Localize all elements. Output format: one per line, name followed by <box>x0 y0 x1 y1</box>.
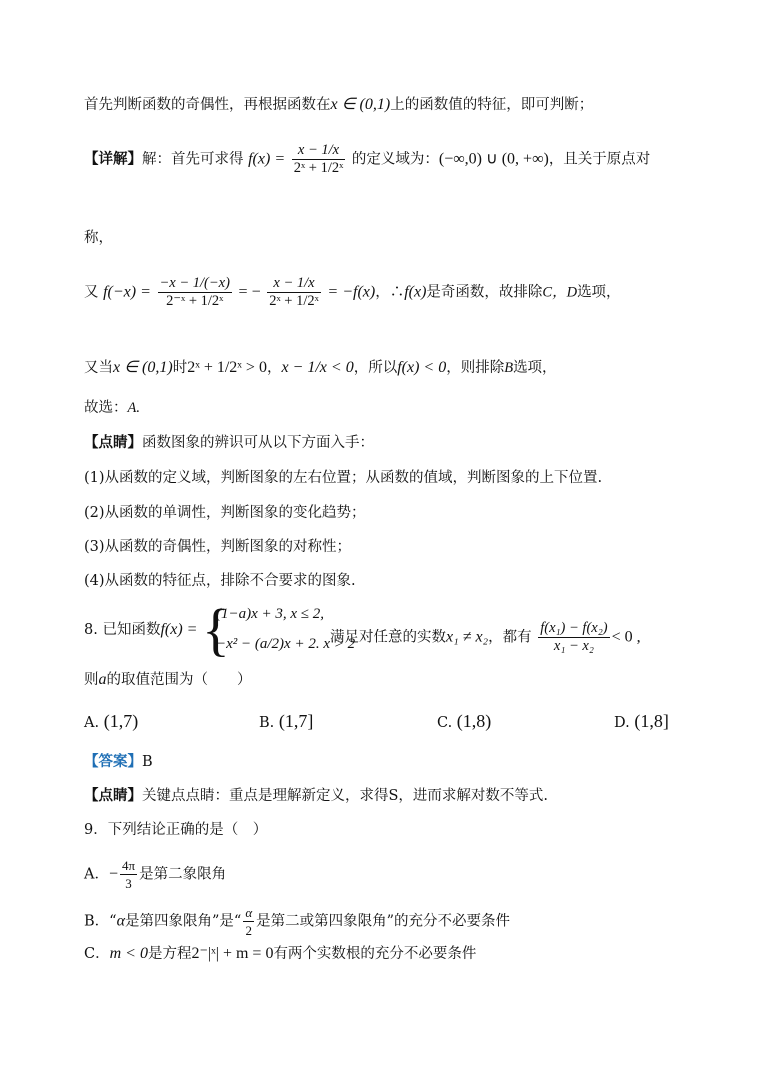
parity-line <box>84 275 621 310</box>
sign-line <box>84 358 557 378</box>
tip-item: (1)从函数的定义域，判断图象的左右位置；从函数的值域，判断图象的上下位置. <box>84 470 603 486</box>
intro-line <box>84 95 593 115</box>
answer-label: 【答案】 <box>84 753 142 770</box>
q9-a-num: 4π <box>122 858 136 873</box>
tip-item: (2)从函数的单调性，判断图象的变化趋势； <box>84 505 366 521</box>
q9-b-text-c: 是第二或第四象限角”的充分不必要条件 <box>256 913 511 930</box>
sign-cond: x ∈ (0,1) <box>113 359 173 376</box>
option-label: C. <box>437 715 453 731</box>
q8-option-a[interactable] <box>84 709 138 735</box>
parity-den-1: 2⁻ˣ + 1/2ˣ <box>166 293 224 309</box>
q9-a-text: 是第二象限角 <box>139 866 227 883</box>
x-interval: x ∈ (0,1) <box>330 96 391 113</box>
parity-fx: f(x) <box>404 283 427 301</box>
sign-sep: ， <box>266 360 282 376</box>
q8-fraction <box>538 620 609 655</box>
parity-den-2: 2ˣ + 1/2ˣ <box>269 293 319 309</box>
parity-num-2: x − 1/x <box>267 275 321 293</box>
q9-option-b[interactable] <box>84 904 510 939</box>
parity-eq-2: = − <box>238 283 261 301</box>
fx-definition: f(x) = <box>248 150 286 168</box>
q8-fx: f(x) = <box>160 621 198 638</box>
q9-a-den: 3 <box>125 876 132 891</box>
parity-cd: C，D <box>542 284 578 301</box>
q8-tip-line <box>84 786 548 806</box>
q9-b-text-b: 是第四象限角”是“ <box>124 913 242 930</box>
parity-text-b: ，∴ <box>375 284 405 301</box>
option-label: C． <box>84 946 110 962</box>
answer-value: B <box>142 754 153 770</box>
parity-num-1: −x − 1/(−x) <box>159 275 230 291</box>
detail-line-2 <box>84 228 113 248</box>
q8-case-2: −x² − (a/2)x + 2. x > 2 <box>216 636 356 652</box>
tips-label: 【点睛】 <box>84 434 142 451</box>
choice-letter: A. <box>127 400 140 416</box>
q8-condition <box>330 620 641 655</box>
q8-num: f(x₁) − f(x₂) <box>540 620 608 636</box>
q8-cond: x₁ ≠ x₂ <box>446 628 489 646</box>
tip-item: (4)从函数的特征点，排除不合要求的图象. <box>84 573 356 589</box>
parity-text-c: 是奇函数，故排除 <box>426 284 543 301</box>
q8-tip-label: 【点睛】 <box>84 787 142 804</box>
q8-answer-line <box>84 752 153 772</box>
q8-ineq: < 0 , <box>611 628 641 646</box>
q8-text-b: ，都有 <box>488 629 532 646</box>
q9-a-fraction <box>120 857 137 892</box>
parity-fraction-2 <box>267 275 321 310</box>
detail-line <box>84 142 650 177</box>
tips-title-line <box>84 433 374 453</box>
q8-den: x₁ − x₂ <box>553 638 594 654</box>
option-value: (1,7) <box>103 711 139 731</box>
fx-numerator: x − 1/x <box>292 142 346 160</box>
q9-c-text-b: 有两个实数根的充分不必要条件 <box>273 946 477 962</box>
sign-text-b: 时 <box>172 360 188 376</box>
q9-b-num: α <box>245 905 253 920</box>
q8-a: a <box>98 671 107 688</box>
option-value: (1,8) <box>456 711 492 731</box>
sign-ineq-1: 2ˣ + 1/2ˣ > 0 <box>187 359 267 376</box>
q8-option-c[interactable] <box>437 709 491 735</box>
fx-denominator: 2ˣ + 1/2ˣ <box>293 160 344 176</box>
q9-b-text-a: “ <box>109 913 117 930</box>
sign-ineq-2: x − 1/x < 0 <box>281 359 354 376</box>
parity-text-d: 选项， <box>577 284 621 301</box>
q8-line <box>84 620 197 640</box>
q8-option-b[interactable] <box>259 709 313 735</box>
option-label: B． <box>84 913 110 930</box>
option-label: A． <box>84 866 109 883</box>
sign-ineq-3: f(x) < 0 <box>397 359 447 376</box>
q9-a-minus: − <box>108 865 119 883</box>
q9-option-a[interactable] <box>84 857 226 892</box>
option-label: B. <box>259 715 275 731</box>
q9-b-den: 2 <box>245 923 252 938</box>
q9-option-c[interactable] <box>84 944 476 964</box>
tips-title: 函数图象的辨识可从以下方面入手： <box>142 435 374 451</box>
sign-text-e: 选项， <box>513 360 557 376</box>
q8-case-1: (1−a)x + 3, x ≤ 2, <box>216 606 325 622</box>
q9-b-alpha: α <box>116 912 125 930</box>
q8-tip-text: 关键点点睛：重点是理解新定义，求得S，进而求解对数不等式. <box>142 788 549 804</box>
intro-text-a: 首先判断函数的奇偶性，再根据函数在 <box>84 97 331 113</box>
sign-text-c: ，所以 <box>353 360 398 376</box>
choice-text: 故选： <box>84 400 128 416</box>
sign-b: B <box>504 360 514 376</box>
q8-line-2 <box>84 670 252 690</box>
sign-text-d: ，则排除 <box>446 360 505 376</box>
q8-text-a: 满足对任意的实数 <box>330 629 446 646</box>
q9-c-eq: 2⁻|ˣ| + m = 0 <box>191 945 274 962</box>
option-label: D. <box>614 715 630 731</box>
q8-line2-b: 的取值范围为（ ） <box>106 672 252 688</box>
q8-prefix: 8. 已知函数 <box>84 622 161 638</box>
option-value: (1,7] <box>278 711 314 731</box>
intro-text-b: 上的函数值的特征，即可判断； <box>390 97 594 113</box>
detail-text-a: 解：首先可求得 <box>142 151 244 168</box>
detail-text-d: 称， <box>84 230 113 246</box>
sign-text-a: 又当 <box>84 360 113 376</box>
q9-title: 9．下列结论正确的是（ ） <box>84 822 268 838</box>
detail-text-c: ，且关于原点对 <box>548 151 651 168</box>
fx-fraction <box>292 142 346 177</box>
q9-c-text-a: 是方程 <box>147 946 192 962</box>
detail-text-b: 的定义域为： <box>351 151 439 168</box>
choice-line <box>84 398 140 418</box>
parity-eq-3: = −f(x) <box>327 283 376 301</box>
q8-line2-a: 则 <box>84 672 99 688</box>
q8-option-d[interactable] <box>614 709 669 735</box>
option-value: (1,8] <box>634 711 669 731</box>
detail-label: 【详解】 <box>84 150 142 168</box>
domain-set: (−∞,0) ∪ (0, +∞) <box>438 150 549 168</box>
q9-b-fraction <box>243 904 254 939</box>
piecewise-brace: { <box>202 597 230 662</box>
option-label: A. <box>84 715 100 731</box>
f-minus-x: f(−x) = <box>103 283 151 301</box>
tip-item: (3)从函数的奇偶性，判断图象的对称性； <box>84 539 352 555</box>
q9-c-cond: m < 0 <box>109 945 148 962</box>
parity-text-a: 又 <box>84 284 99 301</box>
parity-fraction-1 <box>158 275 232 310</box>
